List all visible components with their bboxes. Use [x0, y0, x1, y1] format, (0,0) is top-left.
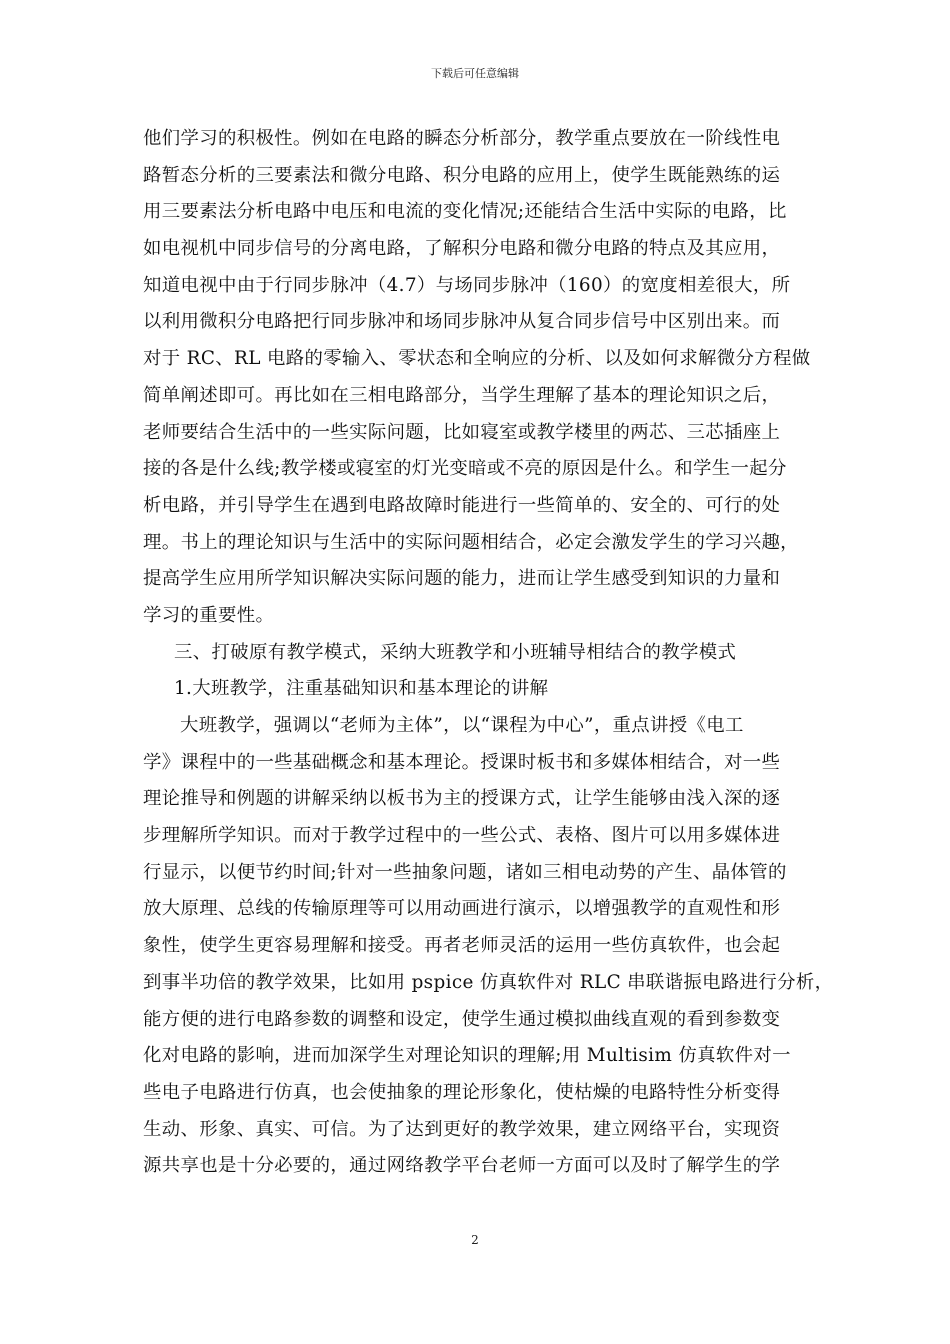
text-line: 知道电视中由于行同步脉冲（4.7）与场同步脉冲（160）的宽度相差很大，所: [143, 274, 791, 296]
text-line: 象性，使学生更容易理解和接受。再者老师灵活的运用一些仿真软件，也会起: [143, 935, 781, 957]
text-line: 放大原理、总线的传输原理等可以用动画进行演示，以增强教学的直观性和形: [143, 898, 781, 920]
text-line: 化对电路的影响，进而加深学生对理论知识的理解;用 Multisim 仿真软件对一: [143, 1045, 791, 1067]
text-line: 老师要结合生活中的一些实际问题，比如寝室或教学楼里的两芯、三芯插座上: [143, 421, 781, 443]
text-line: 他们学习的积极性。例如在电路的瞬态分析部分，教学重点要放在一阶线性电: [143, 128, 781, 149]
text-line: 步理解所学知识。而对于教学过程中的一些公式、表格、图片可以用多媒体进: [143, 825, 781, 847]
text-line: 生动、形象、真实、可信。为了达到更好的教学效果，建立网络平台，实现资: [143, 1118, 781, 1140]
text-line: 大班教学，强调以“老师为主体”，以“课程为中心”，重点讲授《电工: [180, 715, 744, 736]
text-line: 到事半功倍的教学效果，比如用 pspice 仿真软件对 RLC 串联谐振电路进行分析，: [143, 971, 834, 993]
text-line: 源共享也是十分必要的，通过网络教学平台老师一方面可以及时了解学生的学: [143, 1155, 781, 1177]
text-line: 理。书上的理论知识与生活中的实际问题相结合，必定会激发学生的学习兴趣，: [143, 531, 799, 553]
text-line: 路暂态分析的三要素法和微分电路、积分电路的应用上，使学生既能熟练的运: [143, 164, 781, 186]
text-line: 对于 RC、RL 电路的零输入、零状态和全响应的分析、以及如何求解微分方程做: [143, 348, 811, 370]
text-line: 提高学生应用所学知识解决实际问题的能力，进而让学生感受到知识的力量和: [143, 568, 781, 590]
section-heading: 三、打破原有教学模式，采纳大班教学和小班辅导相结合的教学模式: [174, 641, 737, 663]
text-line: 些电子电路进行仿真，也会使抽象的理论形象化，使枯燥的电路特性分析变得: [143, 1081, 781, 1103]
text-line: 析电路，并引导学生在遇到电路故障时能进行一些简单的、安全的、可行的处: [143, 494, 781, 516]
text-line: 如电视机中同步信号的分离电路，了解积分电路和微分电路的特点及其应用，: [143, 238, 781, 260]
text-line: 能方便的进行电路参数的调整和设定，使学生通过模拟曲线直观的看到参数变: [143, 1008, 781, 1030]
text-line: 以利用微积分电路把行同步脉冲和场同步脉冲从复合同步信号中区别出来。而: [143, 311, 781, 333]
text-line: 用三要素法分析电路中电压和电流的变化情况;还能结合生活中实际的电路，比: [143, 201, 787, 223]
text-line: 简单阐述即可。再比如在三相电路部分，当学生理解了基本的理论知识之后，: [143, 384, 781, 406]
text-line: 行显示，以便节约时间;针对一些抽象问题，诸如三相电动势的产生、晶体管的: [143, 861, 787, 883]
page-header: 下载后可任意编辑: [431, 67, 519, 80]
text-line: 学习的重要性。: [143, 604, 275, 626]
text-line: 接的各是什么线;教学楼或寝室的灯光变暗或不亮的原因是什么。和学生一起分: [143, 458, 787, 480]
text-line: 理论推导和例题的讲解采纳以板书为主的授课方式，让学生能够由浅入深的逐: [143, 788, 781, 810]
page-number: 2: [471, 1233, 479, 1247]
text-line: 学》课程中的一些基础概念和基本理论。授课时板书和多媒体相结合，对一些: [143, 751, 781, 773]
document-body: [143, 121, 834, 1185]
subsection-heading: 1.大班教学，注重基础知识和基本理论的讲解: [174, 678, 549, 700]
